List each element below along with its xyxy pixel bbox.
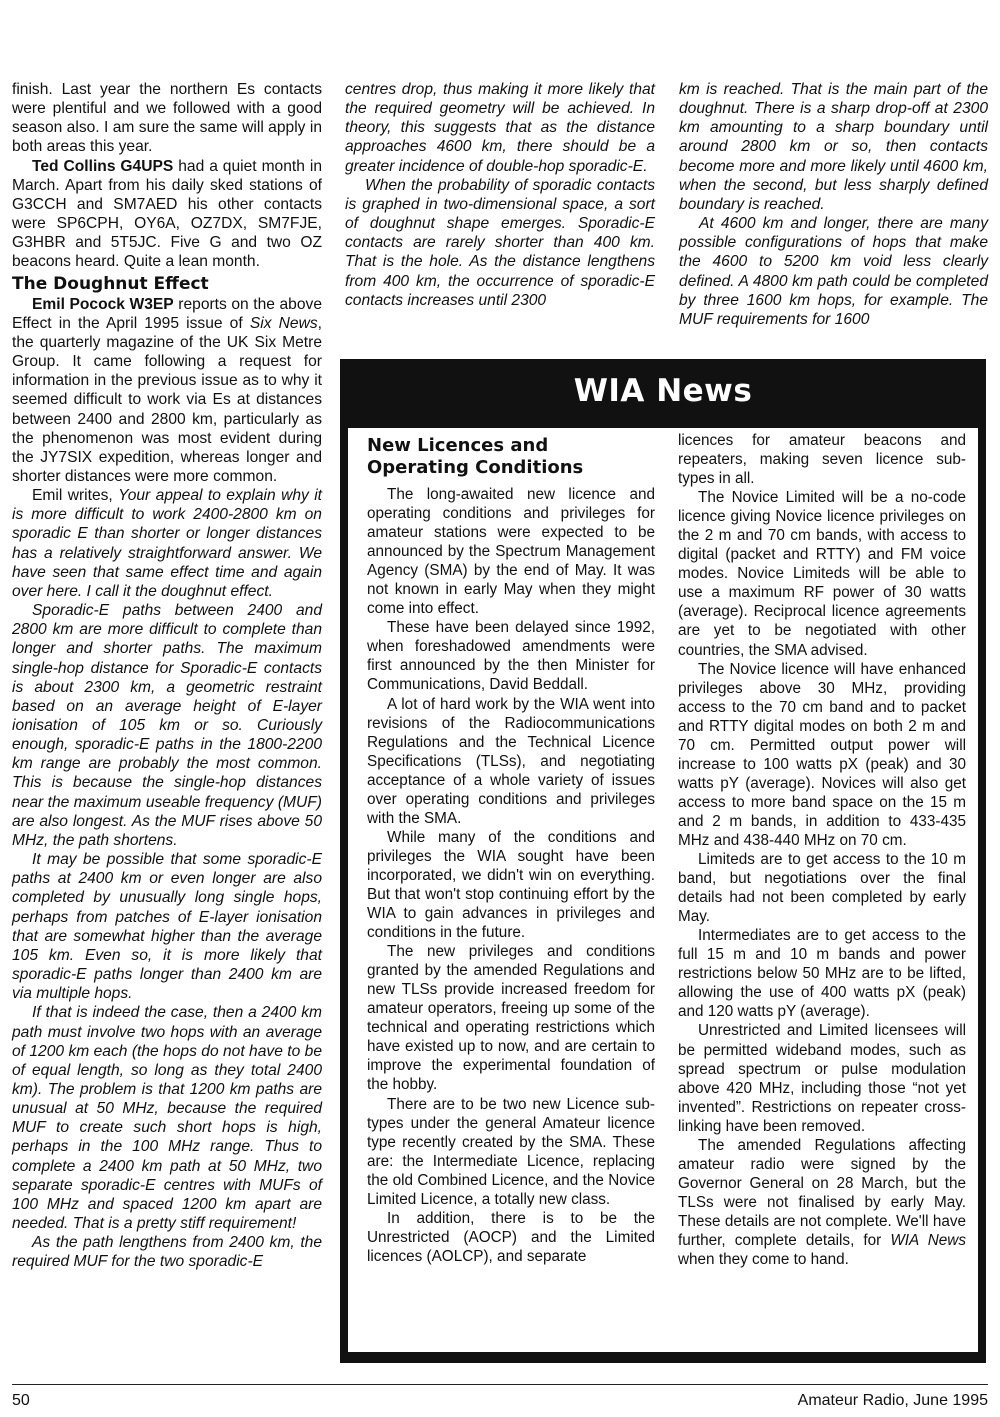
paragraph: licences for amateur beacons and repeaters, making seven licence sub-types in all. bbox=[678, 432, 966, 488]
paragraph: At 4600 km and longer, there are many possible configurations of hops that make the 4600 to 5200 km void less clearly defined. A 4800 km path could be completed by three 1600 km hops, for example. The MUF requirements for 1600 bbox=[679, 215, 988, 328]
paragraph: The Novice licence will have enhanced privileges above 30 MHz, providing access to the 70 cm band and to packet and RTTY digital modes on both 2 m and 70 cm. Permitted output power will increase to 100 watts pX (peak) and 30 watts pY (average). Novices will also get access to more band space on the 15 m and 2 m bands, in addition to 433-435 MHz and 438-440 MHz on 70 cm. bbox=[678, 660, 966, 849]
wia-column-right bbox=[678, 431, 966, 1269]
callsign-name: Ted Collins G4UPS bbox=[32, 157, 174, 175]
magazine-title: Six News bbox=[249, 314, 318, 332]
paragraph: The Novice Limited will be a no-code licence giving Novice licence privileges on the 2 m and 70 cm bands, with access to digital (packet and RTTY) and FM voice modes. Novice Limiteds will be able to use a maximum RF power of 30 watts (average). Reciprocal licence agreements are yet to be negotiated with other countries, the SMA advised. bbox=[678, 489, 966, 659]
callsign-name: Emil Pocock W3EP bbox=[32, 295, 174, 313]
right-text-column bbox=[679, 80, 988, 329]
paragraph-text: reports on the above Effect in the April 1995 issue of bbox=[12, 295, 322, 332]
paragraph bbox=[678, 1136, 966, 1269]
paragraph bbox=[12, 486, 322, 601]
paragraph: The new privileges and conditions granted by the amended Regulations and new TLSs provide increased freedom for amateur operators, freeing up some of the technical and operating restrictions which have existed up to now, and are certain to improve the experimental foundation of the hobby. bbox=[367, 943, 655, 1094]
paragraph: If that is indeed the case, then a 2400 km path must involve two hops with an average of 1200 km each (the hops do not have to be of equal length, so long as they total 2400 km). The problem is that 1200 km paths are unusual at 50 MHz, because the required MUF to create such short hops is high, perhaps in the 100 MHz range. Thus to complete a 2400 km path at 50 MHz, two separate sporadic-E centres with MUFs of 100 MHz and spaced 1200 km apart are needed. That is a pretty stiff requirement! bbox=[12, 1004, 322, 1233]
paragraph: Unrestricted and Limited licensees will be permitted wideband modes, such as spread spectrum or pulse modulation above 420 MHz, including those “not yet invented”. Restrictions on repeater cross-linking have been removed. bbox=[678, 1022, 966, 1135]
paragraph: A lot of hard work by the WIA went into revisions of the Radiocommunications Regulations and the Technical Licence Specifications (TLSs), and negotiating acceptance of a whole variety of issues over operating conditions and privileges with the SMA. bbox=[367, 695, 655, 827]
paragraph-text: Emil writes, bbox=[32, 487, 119, 505]
footer-divider bbox=[12, 1384, 988, 1385]
publication-name: WIA News bbox=[890, 1231, 966, 1249]
quoted-text: Your appeal to explain why it is more difficult to work 2400-2800 km on sporadic E than shorter or longer distances has a relatively straightforward answer. We have seen that same effect time and again over here. I call it the doughnut effect. bbox=[12, 487, 322, 600]
paragraph: km is reached. That is the main part of the doughnut. There is a sharp drop-off at 2300 km amounting to a sharp boundary until around 2800 km or so, then contacts become more and more likely until 4600 km, when the second, but less sharply defined boundary is reached. bbox=[679, 81, 988, 213]
paragraph-text: , the quarterly magazine of the UK Six Metre Group. It came following a request for information in the previous issue as to why it seemed difficult to work via Es at distances between 2400 and 2800 km, particularly as the phenomenon was most evident during the JY7SIX expedition, whereas longer and shorter distances were more common. bbox=[12, 314, 322, 485]
paragraph-text: had a quiet month in March. Apart from his daily sked stations of G3CCH and SM7AED his other contacts were SP6CPH, OY6A, OZ7DX, SM7FJE, G3HBR and 5T5JC. Five G and two OZ beacons heard. Quite a lean month. bbox=[12, 157, 322, 271]
paragraph bbox=[12, 157, 322, 272]
section-heading: The Doughnut Effect bbox=[12, 273, 209, 294]
publication-footer: Amateur Radio, June 1995 bbox=[797, 1392, 988, 1409]
wia-news-content bbox=[348, 428, 978, 1352]
left-text-column bbox=[12, 80, 322, 1272]
paragraph: The long-awaited new licence and operating conditions and privileges for amateur stations were expected to be announced by the Spectrum Management Agency (SMA) by the end of May. It was not known in early May when they might come into effect. bbox=[367, 486, 655, 618]
wia-column-left bbox=[367, 431, 655, 1266]
paragraph-text: The amended Regulations affecting amateur radio were signed by the Governor General on 28 March, but the TLSs were not finalised by early May. These details are not complete. We'll have further, complete details, for bbox=[678, 1136, 966, 1249]
wia-article-heading bbox=[367, 435, 655, 479]
paragraph: When the probability of sporadic contacts is graphed in two-dimensional space, a sort of doughnut shape emerges. Sporadic-E contacts are rarely shorter than 400 km. That is the hole. As the distance lengthens from 400 km, the occurrence of sporadic-E contacts increases until 2300 bbox=[345, 176, 655, 309]
paragraph: As the path lengthens from 2400 km, the required MUF for the two sporadic-E bbox=[12, 1234, 322, 1271]
paragraph: While many of the conditions and privileges the WIA sought have been incorporated, we didn't win on everything. But that won't stop continuing effort by the WIA to gain advances in privileges and conditions in the future. bbox=[367, 828, 655, 942]
wia-news-title: WIA News bbox=[573, 373, 753, 409]
paragraph: In addition, there is to be the Unrestricted (AOCP) and the Limited licences (AOLCP), and separate bbox=[367, 1209, 655, 1265]
paragraph-text: when they come to hand. bbox=[678, 1251, 849, 1269]
paragraph: centres drop, thus making it more likely that the required geometry will be achieved. In theory, this suggests that as the distance approaches 4600 km, there should be a greater incidence of double-hop sporadic-E. bbox=[345, 81, 655, 175]
paragraph: It may be possible that some sporadic-E paths at 2400 km or even longer are also completed by unusually long single hops, perhaps from patches of E-layer ionisation that are somewhat higher than the average 105 km. Even so, it is more likely that sporadic-E paths longer than 2400 km are via multiple hops. bbox=[12, 851, 322, 1003]
paragraph: Intermediates are to get access to the full 15 m and 10 m bands and power restrictions below 50 MHz are to be lifted, allowing the use of 400 watts pX (peak) and 120 watts pY (average). bbox=[678, 927, 966, 1021]
paragraph: There are to be two new Licence sub-types under the general Amateur licence type recently created by the SMA. These are: the Intermediate Licence, replacing the old Combined Licence, and the Novice Limited Licence, a totally new class. bbox=[367, 1095, 655, 1208]
heading-line: Operating Conditions bbox=[367, 457, 584, 478]
paragraph bbox=[12, 295, 322, 487]
paragraph: finish. Last year the northern Es contacts were plentiful and we followed with a good season also. I am sure the same will apply in both areas this year. bbox=[12, 81, 322, 156]
paragraph: Sporadic-E paths between 2400 and 2800 km are more difficult to complete than longer and shorter paths. The maximum single-hop distance for Sporadic-E contacts is about 2300 km, a geometric restraint based on an average height of E-layer ionisation of 105 km or so. Curiously enough, sporadic-E paths in the 1800-2200 km range are probably the most common. This is because the single-hop distances near the maximum useable frequency (MUF) are also longest. As the MUF rises above 50 MHz, the path shortens. bbox=[12, 602, 322, 849]
heading-line: New Licences and bbox=[367, 435, 549, 456]
page-number: 50 bbox=[12, 1392, 30, 1409]
paragraph: Limiteds are to get access to the 10 m band, but negotiations over the final details had not been completed by early May. bbox=[678, 851, 966, 926]
wia-news-box bbox=[340, 359, 986, 1363]
middle-text-column bbox=[345, 80, 655, 310]
paragraph: These have been delayed since 1992, when foreshadowed amendments were first announced by the then Minister for Communications, David Beddall. bbox=[367, 619, 655, 694]
